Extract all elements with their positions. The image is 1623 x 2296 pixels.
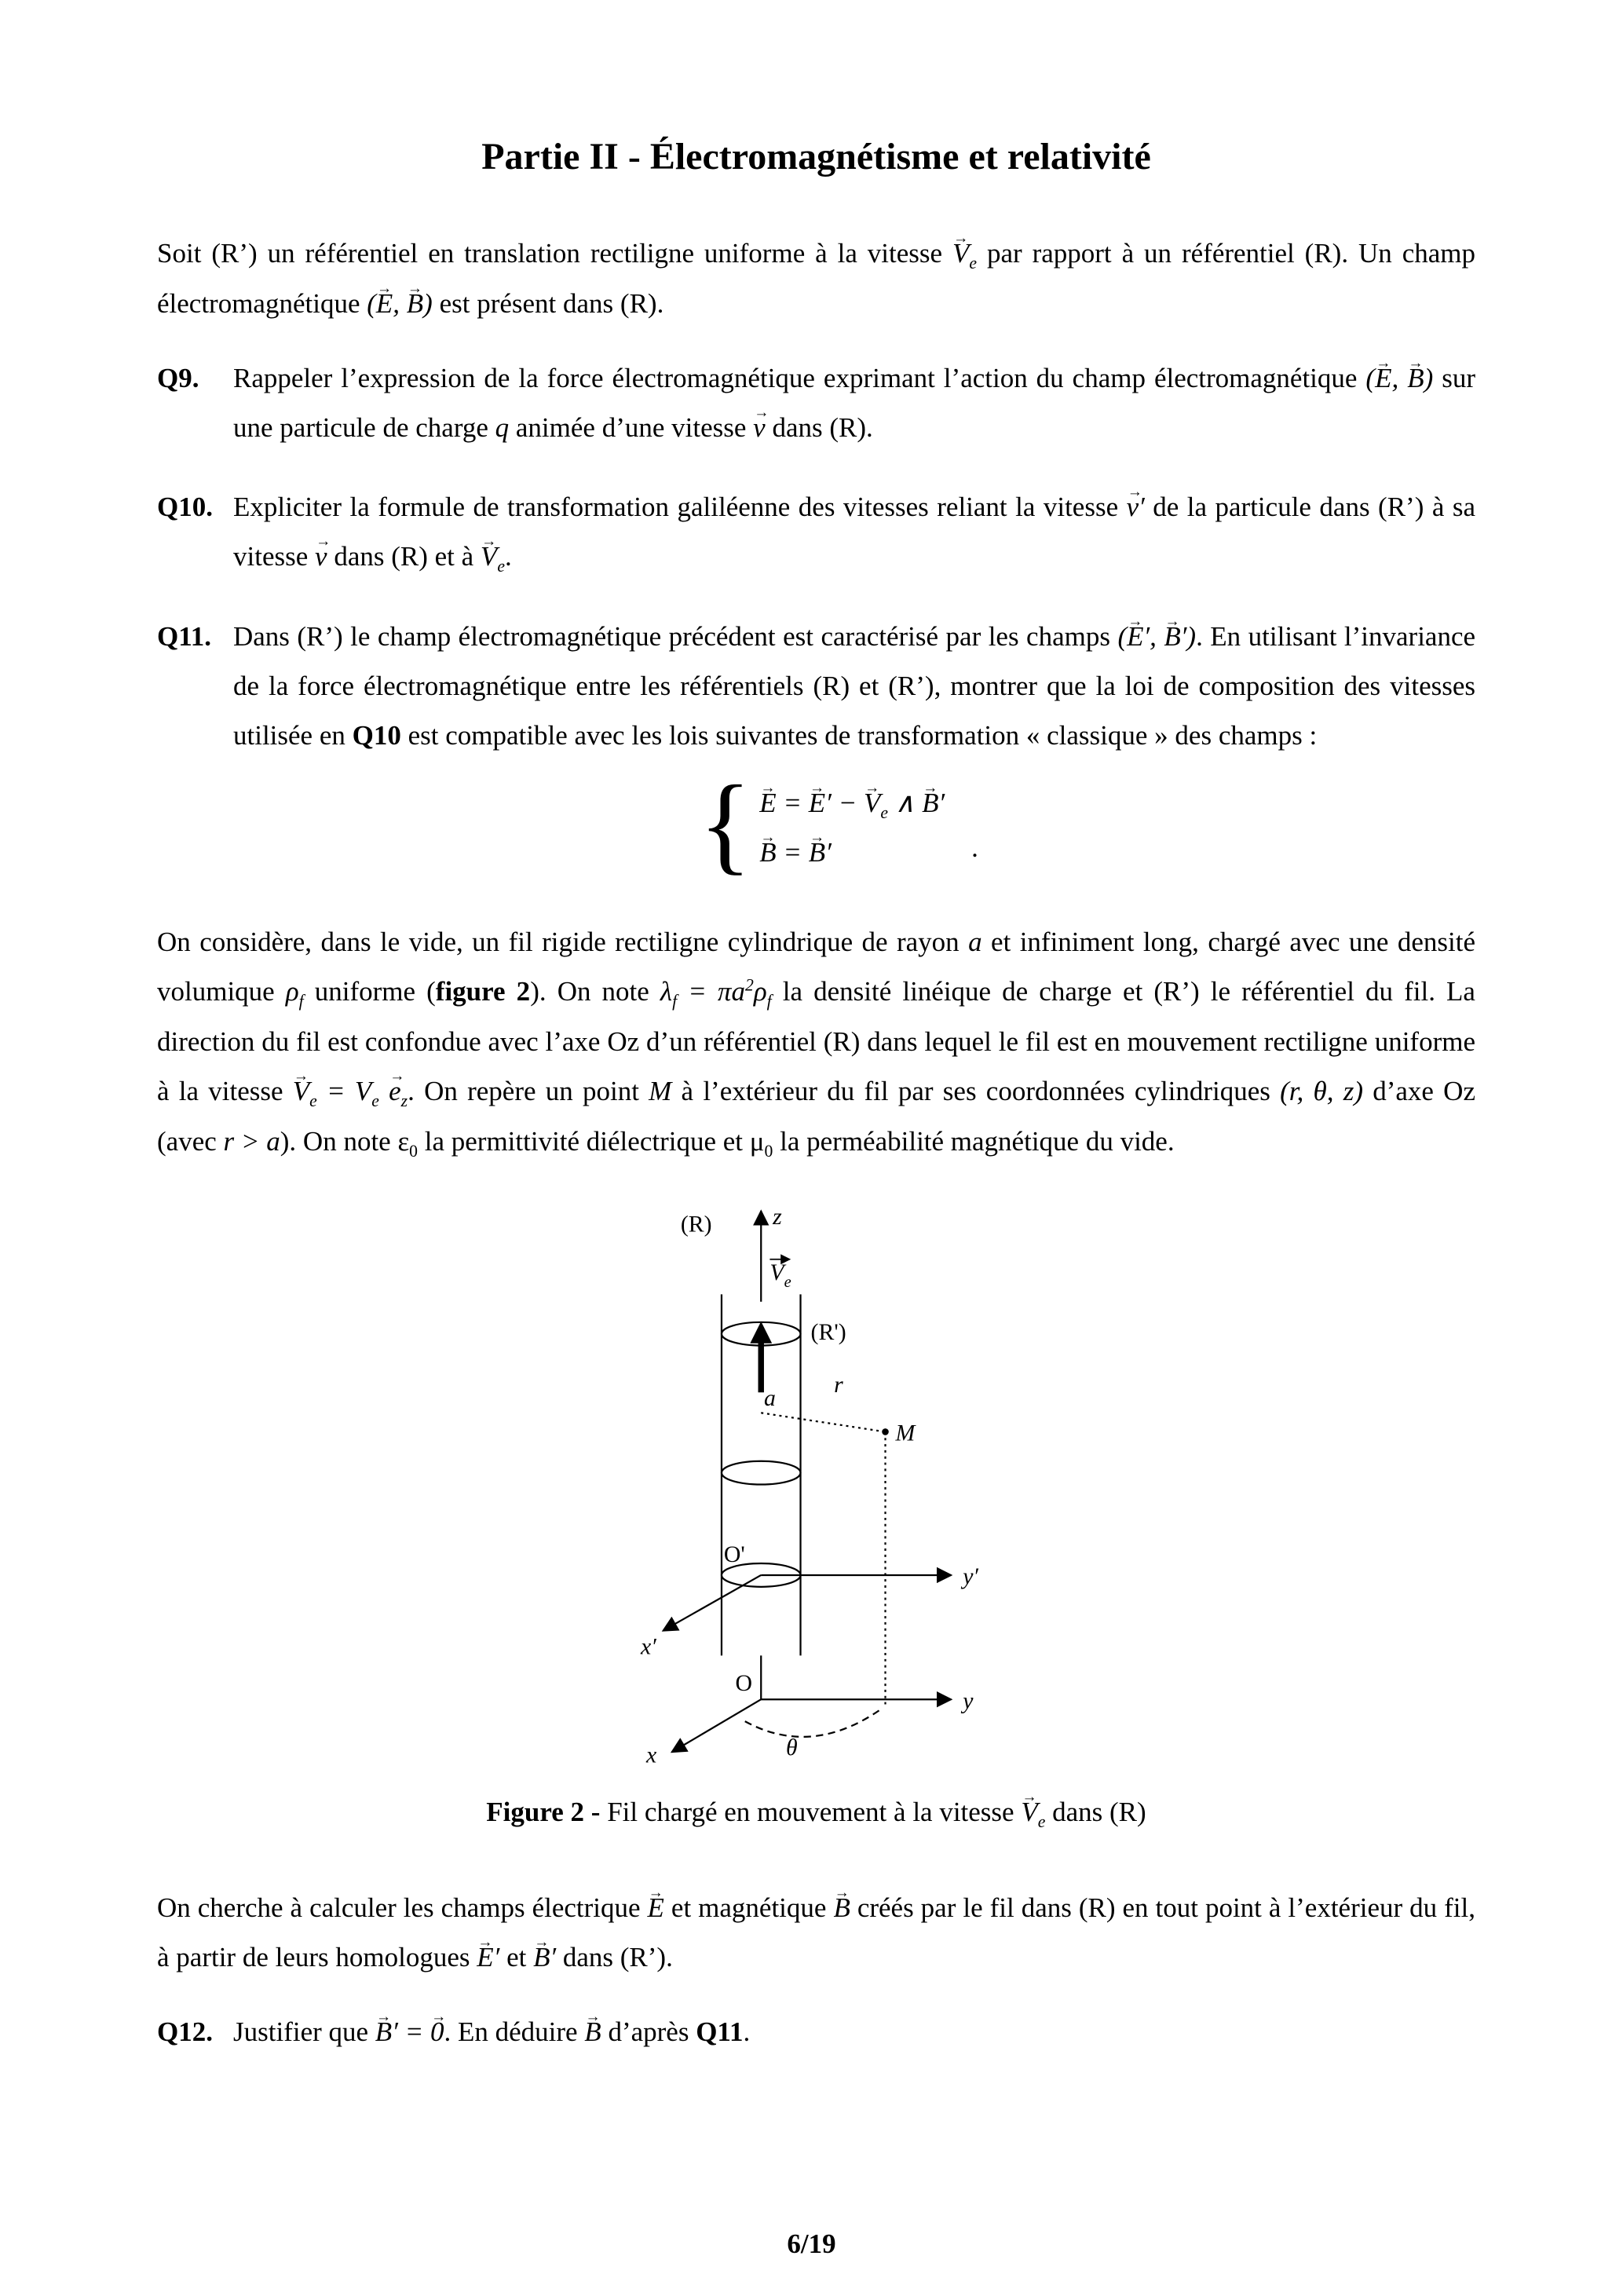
distance-r-label: r	[833, 1372, 843, 1398]
page-title: Partie II - Électromagnétisme et relativité	[481, 136, 1151, 177]
left-brace: {	[699, 763, 752, 886]
x-axis	[671, 1700, 761, 1753]
frame-r-label: (R)	[680, 1211, 712, 1238]
y-axis-label: y	[962, 1687, 973, 1714]
question-q12	[157, 2007, 1475, 2057]
point-m-label: M	[895, 1420, 915, 1446]
x-prime-label: x′	[640, 1633, 656, 1660]
wire-middle-section	[721, 1461, 800, 1485]
question-q11-label: Q11.	[157, 621, 212, 653]
equation-block	[233, 763, 1444, 886]
radius-dotted-line	[761, 1413, 885, 1432]
y-prime-label: y′	[962, 1563, 978, 1590]
oprime-label: O'	[723, 1541, 745, 1568]
x-prime-axis	[663, 1575, 761, 1631]
question-q12-label: Q12.	[157, 2016, 213, 2048]
question-q9-text: Rappeler l’expression de la force électromagnétique exprimant l’action du champ électromagnétique (E →, B →) sur une particule de charge q animée d’une vitesse v → dans (R).	[233, 353, 1475, 452]
frame-rprime-label: (R')	[810, 1319, 846, 1346]
theta-label: θ	[785, 1735, 798, 1761]
equation-line-1: E → = E →′ − $V \to_e$ ∧ B →′	[759, 779, 945, 828]
theta-arc	[744, 1709, 882, 1737]
z-axis-label: z	[772, 1204, 782, 1230]
question-q12-text: Justifier que B →′ = 0 →. En déduire B → d’après Q11.	[233, 2007, 1475, 2057]
question-q11	[157, 612, 1475, 887]
ve-label: $V_e$	[769, 1260, 791, 1292]
equation-lines	[759, 779, 945, 876]
fields-paragraph: On cherche à calculer les champs électrique E → et magnétique B → créés par le fil dans (R) en tout point à l’extérieur du fil, à partir de leurs homologues E →′ et B →′ dans (R’).	[157, 1883, 1475, 1982]
figure-2-caption: Figure 2 - Fil chargé en mouvement à la vitesse $V \to_e$ dans (R)	[157, 1787, 1475, 1837]
equation-period: .	[971, 832, 978, 864]
o-label: O	[735, 1670, 752, 1697]
question-q10-text: Expliciter la formule de transformation galiléenne des vitesses reliant la vitesse v →′ de la particule dans (R’) à sa vitesse v → dans (R) et à $V \to_e$.	[233, 482, 1475, 582]
footer-page-number: 6/19	[787, 2228, 836, 2259]
intro-paragraph: Soit (R’) un référentiel en translation rectiligne uniforme à la vitesse $V \to_e$ par rapport à un référentiel (R). Un champ électromagnétique (E →, B →) est présent dans (R).	[157, 229, 1475, 328]
point-m-dot	[882, 1428, 889, 1435]
question-q9-label: Q9.	[157, 363, 199, 394]
figure-2	[157, 1192, 1475, 1784]
question-q10-label: Q10.	[157, 492, 213, 523]
question-q9	[157, 353, 1475, 452]
wire-description-paragraph: On considère, dans le vide, un fil rigide rectiligne cylindrique de rayon a et infiniment long, chargé avec une densité volumique $\rho_f$ uniforme (figure 2). On note $\lambda_f = \pi a^2\rho_f$ la densité linéique de charge et (R’) le référentiel du fil. La direction du fil est confondue avec l’axe Oz d’un référentiel (R) dans lequel le fil est en mouvement rectiligne uniforme à la vitesse $V \to_e = V_e$ $e \to_z$. On repère un point M à l’extérieur du fil par ses coordonnées cylindriques (r, θ, z) d’axe Oz (avec r > a). On note $\varepsilon_0$ la permittivité diélectrique et $\mu_0$ la perméabilité magnétique du vide.	[157, 917, 1475, 1167]
question-q11-text: Dans (R’) le champ électromagnétique précédent est caractérisé par les champs (E →′, B →′). En utilisant l’invariance de la force électromagnétique entre les référentiels (R) et (R’), montrer que la loi de composition des vitesses utilisée en Q10 est compatible avec les lois suivantes de transformation « classique » des champs :	[233, 612, 1475, 760]
question-q10	[157, 482, 1475, 582]
equation-line-2: B → = B →′	[759, 828, 945, 876]
figure-2-diagram	[605, 1192, 1029, 1777]
x-axis-label: x	[645, 1742, 656, 1768]
radius-a-label: a	[763, 1385, 776, 1412]
